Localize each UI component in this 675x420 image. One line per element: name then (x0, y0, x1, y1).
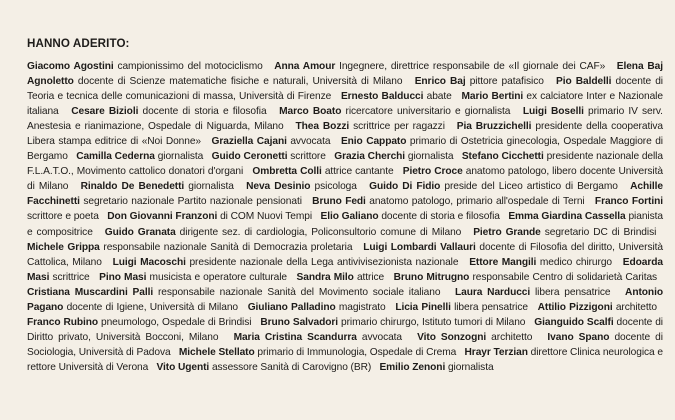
signatory-name: Vito Ugenti (156, 361, 210, 373)
signatory-name: Antonio Pagano (27, 286, 663, 313)
signatory-name: Hrayr Terzian (464, 346, 528, 358)
signatory-description: scrittore (290, 151, 326, 163)
signatory-description: giornalista (447, 361, 494, 373)
signatory-name: Luigi Macoschi (112, 256, 186, 268)
signatory-description: docente di Teoria e tecnica delle comunicazioni di massa, Università di Firenze (27, 76, 663, 103)
signatory-entry (394, 272, 657, 283)
signatory-name: Cristiana Muscardini Palli (27, 286, 154, 298)
signatory-name: Maria Cristina Scandurra (233, 331, 357, 343)
signatory-description: docente di Scienze matematiche fisiche e naturali, Università di Milano (77, 76, 403, 88)
signatory-name: Bruno Salvadori (260, 316, 339, 328)
signatory-name: Anna Amour (274, 61, 336, 72)
signatory-name: Achille Facchinetti (27, 181, 663, 208)
signatory-name: Mario Bertini (461, 91, 524, 103)
signatory-description: anatomo patologo, primario all'ospedale di Terni (369, 196, 585, 208)
signatory-description: responsabile nazionale Sanità del Movimento sociale italiano (157, 286, 441, 298)
signatory-description: libera pensatrice (454, 301, 528, 313)
signatory-description: primario di Ostetricia ginecologia, Ospedale Maggiore di Bergamo (27, 136, 663, 163)
signatory-entry (27, 61, 263, 72)
signatory-entry (71, 106, 266, 117)
signatory-description: scrittrice per ragazzi (353, 121, 445, 133)
signatory-name: Bruno Mitrugno (393, 271, 470, 283)
signatory-entry (156, 362, 371, 373)
signatory-name: Ombretta Colli (252, 166, 322, 178)
signatory-description: scrittore e poeta (27, 211, 99, 223)
signatory-description: primario di Immunologia, Ospedale di Crema (257, 346, 457, 358)
signatory-description: docente di Igiene, Università di Milano (66, 301, 238, 313)
signatory-name: Emma Giardina Cassella (508, 211, 626, 223)
signatory-name: Franco Rubino (27, 316, 99, 328)
signatory-entry (469, 257, 612, 268)
signatory-description: presidente della cooperativa Libera stampa editrice di «Noi Donne» (27, 121, 663, 148)
signatory-description: pneumologo, Ospedale di Brindisi (101, 316, 252, 328)
signatory-entry (234, 332, 402, 343)
signatory-name: Guido Di Fidio (369, 181, 441, 193)
signatory-entry (417, 332, 532, 343)
signatory-entry (473, 227, 656, 238)
signatory-name: Marco Boato (279, 106, 342, 118)
signatory-name: Michele Stellato (178, 346, 255, 358)
signatory-description: musicista e operatore culturale (149, 271, 288, 283)
signatory-description: presidente nazionale della Lega antivivisezionista nazionale (189, 256, 459, 268)
signatory-entry (379, 362, 493, 373)
signatory-description: ex calciatore Inter e Nazionale italiana (27, 91, 663, 118)
signatory-name: Rinaldo De Benedetti (80, 181, 185, 193)
signatory-entry (105, 227, 462, 238)
signatory-description: psicologa (314, 181, 357, 193)
signatory-name: Laura Narducci (454, 286, 531, 298)
signatory-name: Don Giovanni Franzoni (107, 211, 218, 223)
signatory-entry (395, 302, 528, 313)
signatory-entry (334, 151, 453, 162)
signatory-entry (415, 76, 544, 87)
signatory-description: pittore patafisico (469, 76, 544, 88)
signatory-entry (76, 151, 203, 162)
signatory-name: Grazia Cherchi (334, 151, 406, 163)
signatory-name: Enrico Baj (414, 76, 466, 88)
signatory-description: magistrato (338, 301, 386, 313)
signatory-name: Ernesto Balducci (340, 91, 424, 103)
signatory-entry (538, 302, 657, 313)
signatory-description: architetto (491, 331, 533, 343)
signatory-entry (341, 91, 452, 102)
signatory-description: segretario DC di Brindisi (544, 226, 657, 238)
section-heading: HANNO ADERITO: (27, 37, 130, 50)
signatory-entry (297, 272, 385, 283)
signatory-description: architetto (615, 301, 657, 313)
signatory-entry (260, 317, 525, 328)
signatory-entry (179, 347, 456, 358)
signatory-name: Emilio Zenoni (379, 361, 446, 373)
signatory-name: Attilio Pizzigoni (537, 301, 613, 313)
signatory-description: direttore Clinica neurologica e rettore Università di Verona (27, 346, 663, 373)
signatory-description: giornalista (157, 151, 204, 163)
signatory-description: attrice cantante (324, 166, 394, 178)
signatory-name: Giuliano Palladino (247, 301, 336, 313)
signatory-entry (252, 166, 393, 177)
signatory-name: Pietro Croce (402, 166, 463, 178)
signatory-description: ricercatore universitario e giornalista (345, 106, 511, 118)
signatory-entry (279, 106, 510, 117)
signatory-description: giornalista (188, 181, 234, 193)
signatory-description: giornalista (407, 151, 454, 163)
signatory-entry (246, 181, 357, 192)
signatory-name: Luigi Lombardi Vallauri (363, 241, 476, 253)
signatory-description: anatomo patologo, libero docente Università di Milano (27, 166, 663, 193)
signatory-name: Elio Galiano (320, 211, 379, 223)
signatory-entry (107, 211, 312, 222)
signatory-name: Michele Grippa (27, 241, 100, 253)
signatory-description: docente di storia e filosofia (381, 211, 500, 223)
signatory-description: abate (426, 91, 452, 103)
signatory-name: Guido Granata (104, 226, 176, 238)
signatory-description: attrice (356, 271, 385, 283)
signatory-entry (321, 211, 500, 222)
signatory-name: Ettore Mangili (469, 256, 537, 268)
signatory-description: libera pensatrice (535, 286, 611, 298)
signatory-name: Ivano Spano (547, 331, 610, 343)
signatory-name: Pino Masi (99, 271, 147, 283)
signatory-list (27, 59, 663, 375)
signatory-name: Pietro Grande (473, 226, 541, 238)
signatory-description: responsabile nazionale Sanità di Democrazia proletaria (103, 241, 353, 253)
signatory-name: Thea Bozzi (295, 121, 350, 133)
signatory-name: Vito Sonzogni (417, 331, 487, 343)
signatory-entry (369, 181, 618, 192)
signatory-description: docente di storia e filosofia (142, 106, 267, 118)
signatory-name: Gianguido Scalfi (534, 316, 614, 328)
signatory-entry (27, 317, 251, 328)
signatory-name: Stefano Cicchetti (461, 151, 544, 163)
signatory-name: Neva Desinio (246, 181, 311, 193)
signatory-name: Sandra Milo (296, 271, 354, 283)
signatory-entry (212, 151, 326, 162)
signatory-entry (295, 121, 444, 132)
signatory-name: Elena Baj Agnoletto (27, 61, 663, 88)
signatory-name: Luigi Boselli (522, 106, 584, 118)
signatory-name: Licia Pinelli (395, 301, 451, 313)
signatory-description: preside del Liceo artistico di Bergamo (444, 181, 618, 193)
signatory-description: scrittrice (52, 271, 90, 283)
signatory-description: pianista e compositrice (27, 211, 663, 238)
signatory-entry (312, 196, 584, 207)
signatory-name: Pio Baldelli (556, 76, 612, 88)
signatory-description: dirigente sez. di cardiologia, Policonsultorio comune di Milano (179, 226, 462, 238)
signatory-description: responsabile Centro di solidarietà Caritas (472, 271, 658, 283)
signatory-name: Guido Ceronetti (211, 151, 288, 163)
signatory-name: Cesare Bizioli (71, 106, 139, 118)
signatory-entry (27, 287, 440, 298)
signatory-name: Edoarda Masi (27, 256, 663, 283)
signatory-description: Ingegnere, direttrice responsabile de «Il giornale dei CAF» (339, 61, 606, 72)
signatory-description: assessore Sanità di Carovigno (BR) (211, 361, 372, 373)
signatory-description: docente di Diritto privato, Università Bocconi, Milano (27, 316, 663, 343)
signatory-entry (248, 302, 386, 313)
signatory-entry (212, 136, 331, 147)
signatory-entry (274, 61, 605, 72)
signatory-description: medico chirurgo (539, 256, 613, 268)
signatory-description: primario chirurgo, Istituto tumori di Milano (341, 316, 526, 328)
signatory-name: Enio Cappato (340, 136, 407, 148)
signatory-entry (455, 287, 611, 298)
signatory-name: Camilla Cederna (76, 151, 155, 163)
signatory-description: avvocata (361, 331, 403, 343)
signatory-description: di COM Nuovi Tempi (220, 211, 313, 223)
signatory-entry (81, 181, 234, 192)
signatory-description: primario IV serv. Anestesia e rianimazione, Ospedale di Niguarda, Milano (27, 106, 663, 133)
signatory-description: docente di Sociologia, Università di Padova (27, 331, 663, 358)
signatory-name: Bruno Fedi (312, 196, 366, 208)
signatory-description: avvocata (290, 136, 331, 148)
signatory-entry (99, 272, 287, 283)
signatory-description: docente di Filosofia del diritto, Università Cattolica, Milano (27, 241, 663, 268)
signatory-name: Pia Bruzzichelli (456, 121, 532, 133)
signatory-name: Graziella Cajani (211, 136, 287, 148)
signatory-name: Franco Fortini (594, 196, 663, 208)
signatory-description: segretario nazionale Partito nazionale pensionati (83, 196, 302, 208)
signatory-description: presidente nazionale della F.L.A.T.O., Movimento cattolico donatori d'organi (27, 151, 663, 178)
signatory-entry (27, 242, 352, 253)
signatory-name: Giacomo Agostini (27, 61, 114, 72)
signatory-description: campionissimo del motociclismo (117, 61, 263, 72)
signatory-entry (113, 257, 459, 268)
